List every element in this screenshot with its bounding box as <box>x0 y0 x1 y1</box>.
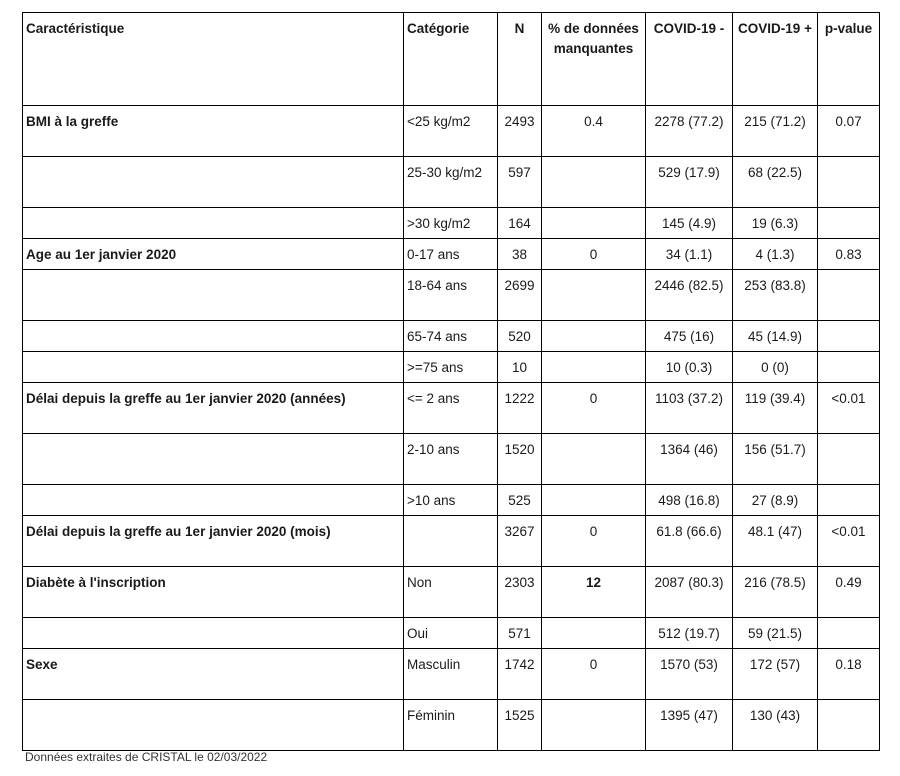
cell-covid-negative: 512 (19.7) <box>646 618 733 649</box>
cell-missing <box>542 352 646 383</box>
cell-covid-negative: 475 (16) <box>646 321 733 352</box>
cell-characteristic <box>23 157 404 208</box>
cell-n: 3267 <box>498 516 542 567</box>
cell-characteristic <box>23 485 404 516</box>
cell-missing: 12 <box>542 567 646 618</box>
cell-category: Oui <box>404 618 498 649</box>
cell-covid-negative: 61.8 (66.6) <box>646 516 733 567</box>
header-row <box>23 13 880 106</box>
cell-pvalue <box>818 270 880 321</box>
cell-pvalue <box>818 352 880 383</box>
cell-characteristic <box>23 618 404 649</box>
table-row <box>23 700 880 751</box>
cell-covid-positive: 19 (6.3) <box>733 208 818 239</box>
cell-missing <box>542 321 646 352</box>
cell-covid-positive: 119 (39.4) <box>733 383 818 434</box>
cell-covid-negative: 1570 (53) <box>646 649 733 700</box>
cell-category: 2-10 ans <box>404 434 498 485</box>
cell-characteristic: Délai depuis la greffe au 1er janvier 2020 (années) <box>23 383 404 434</box>
cell-covid-negative: 2446 (82.5) <box>646 270 733 321</box>
cell-pvalue: 0.07 <box>818 106 880 157</box>
cell-covid-positive: 156 (51.7) <box>733 434 818 485</box>
table-row <box>23 321 880 352</box>
cell-n: 1742 <box>498 649 542 700</box>
cell-n: 38 <box>498 239 542 270</box>
cell-covid-negative: 1395 (47) <box>646 700 733 751</box>
characteristics-table <box>22 12 880 751</box>
cell-n: 2303 <box>498 567 542 618</box>
table-row <box>23 618 880 649</box>
cell-n: 1520 <box>498 434 542 485</box>
cell-covid-positive: 4 (1.3) <box>733 239 818 270</box>
cell-covid-negative: 2278 (77.2) <box>646 106 733 157</box>
header-covid-negative: COVID-19 - <box>646 13 733 106</box>
cell-covid-negative: 1364 (46) <box>646 434 733 485</box>
cell-missing <box>542 208 646 239</box>
table-row <box>23 649 880 700</box>
cell-missing <box>542 434 646 485</box>
header-n: N <box>498 13 542 106</box>
table-row <box>23 157 880 208</box>
cell-pvalue: 0.18 <box>818 649 880 700</box>
cell-covid-negative: 498 (16.8) <box>646 485 733 516</box>
cell-n: 1222 <box>498 383 542 434</box>
table-row <box>23 239 880 270</box>
table-row <box>23 352 880 383</box>
cell-pvalue <box>818 321 880 352</box>
table-row <box>23 485 880 516</box>
header-pvalue: p-value <box>818 13 880 106</box>
cell-covid-positive: 68 (22.5) <box>733 157 818 208</box>
cell-category <box>404 516 498 567</box>
cell-characteristic <box>23 270 404 321</box>
cell-characteristic: Diabète à l'inscription <box>23 567 404 618</box>
cell-category: Non <box>404 567 498 618</box>
cell-covid-negative: 34 (1.1) <box>646 239 733 270</box>
cell-category: >=75 ans <box>404 352 498 383</box>
cell-covid-negative: 1103 (37.2) <box>646 383 733 434</box>
cell-category: Féminin <box>404 700 498 751</box>
cell-missing <box>542 618 646 649</box>
cell-category: >10 ans <box>404 485 498 516</box>
cell-covid-positive: 172 (57) <box>733 649 818 700</box>
cell-n: 525 <box>498 485 542 516</box>
cell-pvalue <box>818 618 880 649</box>
cell-covid-positive: 0 (0) <box>733 352 818 383</box>
table-row <box>23 383 880 434</box>
cell-n: 520 <box>498 321 542 352</box>
cell-covid-negative: 529 (17.9) <box>646 157 733 208</box>
cell-category: >30 kg/m2 <box>404 208 498 239</box>
table-row <box>23 270 880 321</box>
table-row <box>23 434 880 485</box>
header-missing: % de données manquantes <box>542 13 646 106</box>
cell-characteristic <box>23 434 404 485</box>
cell-characteristic <box>23 700 404 751</box>
cell-n: 571 <box>498 618 542 649</box>
cell-characteristic: BMI à la greffe <box>23 106 404 157</box>
source-footnote: Données extraites de CRISTAL le 02/03/2022 <box>25 750 268 764</box>
cell-pvalue: 0.49 <box>818 567 880 618</box>
header-characteristic: Caractéristique <box>23 13 404 106</box>
table-row <box>23 567 880 618</box>
cell-covid-positive: 27 (8.9) <box>733 485 818 516</box>
cell-covid-negative: 2087 (80.3) <box>646 567 733 618</box>
cell-covid-negative: 10 (0.3) <box>646 352 733 383</box>
cell-category: 65-74 ans <box>404 321 498 352</box>
cell-covid-positive: 215 (71.2) <box>733 106 818 157</box>
cell-n: 164 <box>498 208 542 239</box>
cell-missing <box>542 485 646 516</box>
cell-pvalue <box>818 485 880 516</box>
cell-pvalue: <0.01 <box>818 516 880 567</box>
cell-missing: 0 <box>542 383 646 434</box>
cell-missing: 0 <box>542 516 646 567</box>
cell-covid-positive: 216 (78.5) <box>733 567 818 618</box>
cell-n: 1525 <box>498 700 542 751</box>
table-row <box>23 516 880 567</box>
cell-characteristic <box>23 352 404 383</box>
table-row <box>23 208 880 239</box>
cell-pvalue: 0.83 <box>818 239 880 270</box>
cell-characteristic <box>23 321 404 352</box>
cell-n: 2699 <box>498 270 542 321</box>
header-covid-positive: COVID-19 + <box>733 13 818 106</box>
cell-characteristic <box>23 208 404 239</box>
cell-pvalue <box>818 157 880 208</box>
header-category: Catégorie <box>404 13 498 106</box>
cell-n: 2493 <box>498 106 542 157</box>
cell-covid-positive: 253 (83.8) <box>733 270 818 321</box>
cell-missing: 0 <box>542 239 646 270</box>
cell-pvalue <box>818 700 880 751</box>
cell-covid-positive: 130 (43) <box>733 700 818 751</box>
cell-pvalue <box>818 208 880 239</box>
cell-covid-positive: 48.1 (47) <box>733 516 818 567</box>
cell-category: 25-30 kg/m2 <box>404 157 498 208</box>
cell-missing: 0 <box>542 649 646 700</box>
cell-n: 597 <box>498 157 542 208</box>
cell-covid-negative: 145 (4.9) <box>646 208 733 239</box>
cell-characteristic: Délai depuis la greffe au 1er janvier 2020 (mois) <box>23 516 404 567</box>
cell-missing <box>542 270 646 321</box>
cell-n: 10 <box>498 352 542 383</box>
cell-missing: 0.4 <box>542 106 646 157</box>
cell-category: Masculin <box>404 649 498 700</box>
cell-category: <= 2 ans <box>404 383 498 434</box>
cell-characteristic: Sexe <box>23 649 404 700</box>
cell-missing <box>542 700 646 751</box>
cell-pvalue <box>818 434 880 485</box>
cell-category: <25 kg/m2 <box>404 106 498 157</box>
cell-missing <box>542 157 646 208</box>
cell-characteristic: Age au 1er janvier 2020 <box>23 239 404 270</box>
table-row <box>23 106 880 157</box>
cell-pvalue: <0.01 <box>818 383 880 434</box>
cell-category: 0-17 ans <box>404 239 498 270</box>
cell-category: 18-64 ans <box>404 270 498 321</box>
cell-covid-positive: 59 (21.5) <box>733 618 818 649</box>
cell-covid-positive: 45 (14.9) <box>733 321 818 352</box>
